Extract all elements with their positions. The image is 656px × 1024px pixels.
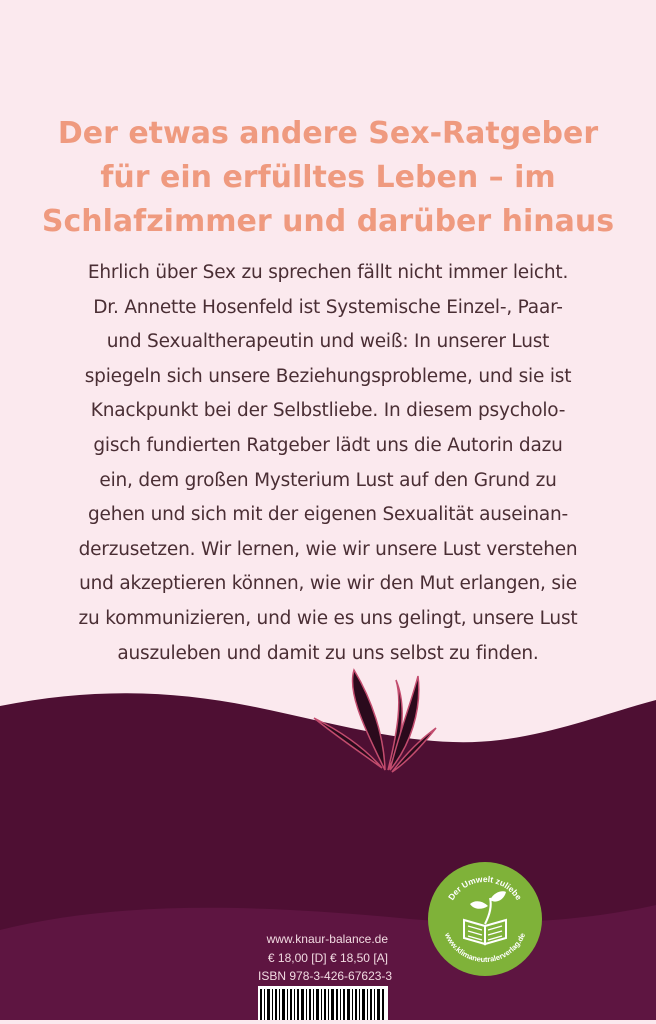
eco-badge-top-text: Der Umwelt zuliebe: [446, 873, 524, 902]
blurb-line: und akzeptieren können, wie wir den Mut erlangen, sie: [79, 573, 577, 595]
blurb-line: und Sexualtherapeutin und weiß: In unserer Lust: [106, 331, 550, 353]
price-info: € 18,00 [D] € 18,50 [A]: [267, 950, 388, 965]
blurb-line: auszuleben und damit zu uns selbst zu finden.: [117, 642, 539, 664]
isbn-number: ISBN 978-3-426-67623-3: [258, 969, 393, 983]
eco-badge: [428, 862, 542, 976]
blurb-line: spiegeln sich unsere Beziehungsprobleme, und sie ist: [84, 365, 572, 387]
eco-badge-graphic: [428, 862, 542, 976]
eco-badge-bottom-text: www.klimaneutralerverlag.de: [442, 931, 528, 965]
blurb-line: Knackpunkt bei der Selbstliebe. In diesem psycholo-: [90, 400, 566, 422]
blurb-line: gisch fundierten Ratgeber lädt uns die Autorin dazu: [93, 434, 563, 456]
barcode-icon: [258, 986, 388, 1020]
blurb-line: zu kommunizieren, und wie es uns gelingt, unsere Lust: [78, 607, 578, 629]
publisher-website: www.knaur-balance.de: [266, 932, 388, 946]
headline-line-3: Schlafzimmer und darüber hinaus: [41, 204, 615, 239]
blurb-line: Ehrlich über Sex zu sprechen fällt nicht immer leicht.: [87, 262, 569, 283]
headline-line-2: für ein erfülltes Leben – im: [100, 160, 556, 195]
svg-text:Der Umwelt zuliebe: [446, 874, 524, 902]
blurb-line: Dr. Annette Hosenfeld ist Systemische Einzel-, Paar-: [93, 296, 563, 318]
publisher-info: [258, 930, 393, 986]
book-sprout-icon: [464, 891, 506, 944]
headline-line-1: Der etwas andere Sex-Ratgeber: [57, 116, 599, 151]
barcode: [258, 986, 388, 1020]
blurb-line: ein, dem großen Mysterium Lust auf den Grund zu: [99, 469, 557, 491]
blurb-line: derzusetzen. Wir lernen, wie wir unsere Lust verstehen: [78, 538, 578, 560]
blurb-line: gehen und sich mit der eigenen Sexualität auseinan-: [87, 504, 569, 526]
